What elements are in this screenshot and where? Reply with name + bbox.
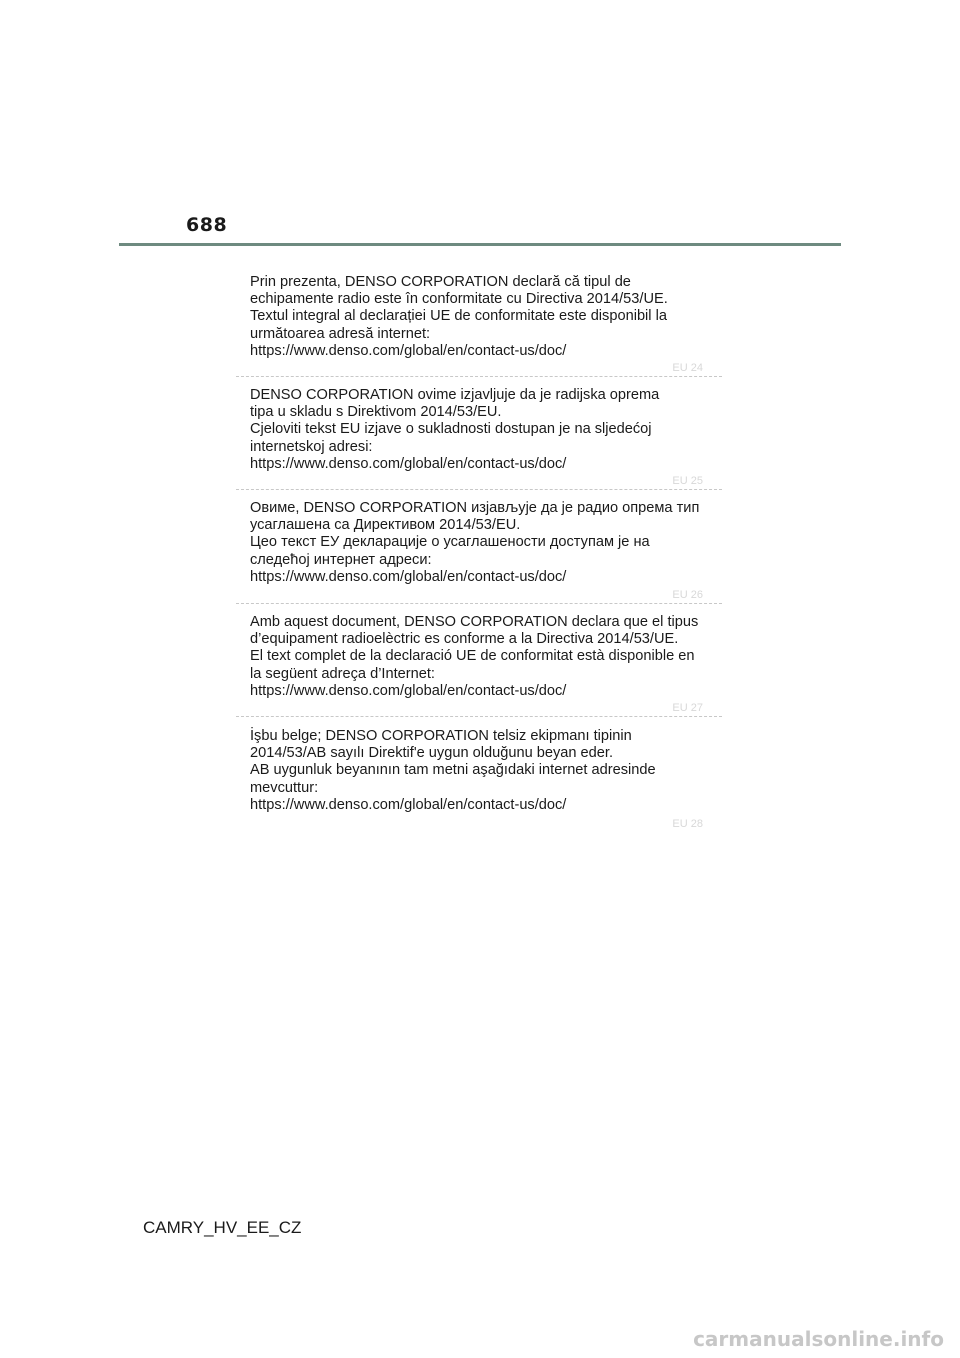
- section-divider: [236, 603, 722, 604]
- declaration-line: Amb aquest document, DENSO CORPORATION declara que el tipus: [250, 614, 699, 630]
- footer-doc-id: CAMRY_HV_EE_CZ: [143, 1218, 302, 1237]
- section-divider: [236, 376, 722, 377]
- declaration-line: la següent adreça d’Internet:: [250, 665, 435, 682]
- declaration-line: echipamente radio este în conformitate cu Directiva 2014/53/UE.: [250, 291, 668, 308]
- page-number: 688: [186, 214, 228, 236]
- declaration-url: https://www.denso.com/global/en/contact-us/doc/: [250, 342, 567, 359]
- declaration-url: https://www.denso.com/global/en/contact-us/doc/: [250, 682, 567, 699]
- declaration-line: DENSO CORPORATION ovime izjavljuje da je radijska oprema: [250, 387, 660, 403]
- declaration-section-hr: [250, 387, 720, 473]
- declaration-line: d’equipament radioelèctric es conforme a la Directiva 2014/53/UE.: [250, 631, 679, 648]
- declaration-line: следећој интернет адреси:: [250, 551, 432, 568]
- declaration-line: Textul integral al declarației UE de conformitate este disponibil la: [250, 308, 667, 325]
- declaration-section-sr: [250, 500, 720, 586]
- declaration-line: mevcuttur:: [250, 779, 319, 796]
- declaration-line: Овиме, DENSO CORPORATION изјављује да је радио опрема тип: [250, 500, 700, 516]
- declaration-line: Cjeloviti tekst EU izjave o sukladnosti dostupan je na sljedećoj: [250, 421, 652, 438]
- section-divider: [236, 489, 722, 490]
- declaration-url: https://www.denso.com/global/en/contact-us/doc/: [250, 455, 567, 472]
- declaration-line: Цео текст ЕУ декларације о усаглашености доступам је на: [250, 534, 650, 551]
- declaration-line: următoarea adresă internet:: [250, 325, 431, 342]
- section-code: EU 25: [672, 475, 703, 487]
- declaration-section-ro: [250, 274, 720, 360]
- declaration-line: El text complet de la declaració UE de conformitat està disponible en: [250, 648, 695, 665]
- header-rule: [119, 243, 841, 246]
- section-code: EU 27: [672, 702, 703, 714]
- declaration-line: Prin prezenta, DENSO CORPORATION declară că tipul de: [250, 274, 631, 290]
- declaration-section-tr: [250, 728, 720, 814]
- declaration-line: 2014/53/AB sayılı Direktif'e uygun olduğunu beyan eder.: [250, 745, 614, 762]
- section-code: EU 24: [672, 362, 703, 374]
- declaration-line: AB uygunluk beyanının tam metni aşağıdaki internet adresinde: [250, 762, 656, 779]
- watermark: carmanualsonline.info: [693, 1327, 944, 1351]
- section-code: EU 26: [672, 589, 703, 601]
- section-code: EU 28: [672, 818, 703, 830]
- section-divider: [236, 716, 722, 717]
- declaration-line: internetskoj adresi:: [250, 438, 373, 455]
- declaration-line: İşbu belge; DENSO CORPORATION telsiz ekipmanı tipinin: [250, 728, 632, 744]
- declaration-line: усаглашена са Директивом 2014/53/EU.: [250, 517, 521, 534]
- declaration-url: https://www.denso.com/global/en/contact-us/doc/: [250, 568, 567, 585]
- declaration-section-ca: [250, 614, 720, 700]
- declaration-url: https://www.denso.com/global/en/contact-us/doc/: [250, 796, 567, 813]
- declaration-line: tipa u skladu s Direktivom 2014/53/EU.: [250, 404, 502, 421]
